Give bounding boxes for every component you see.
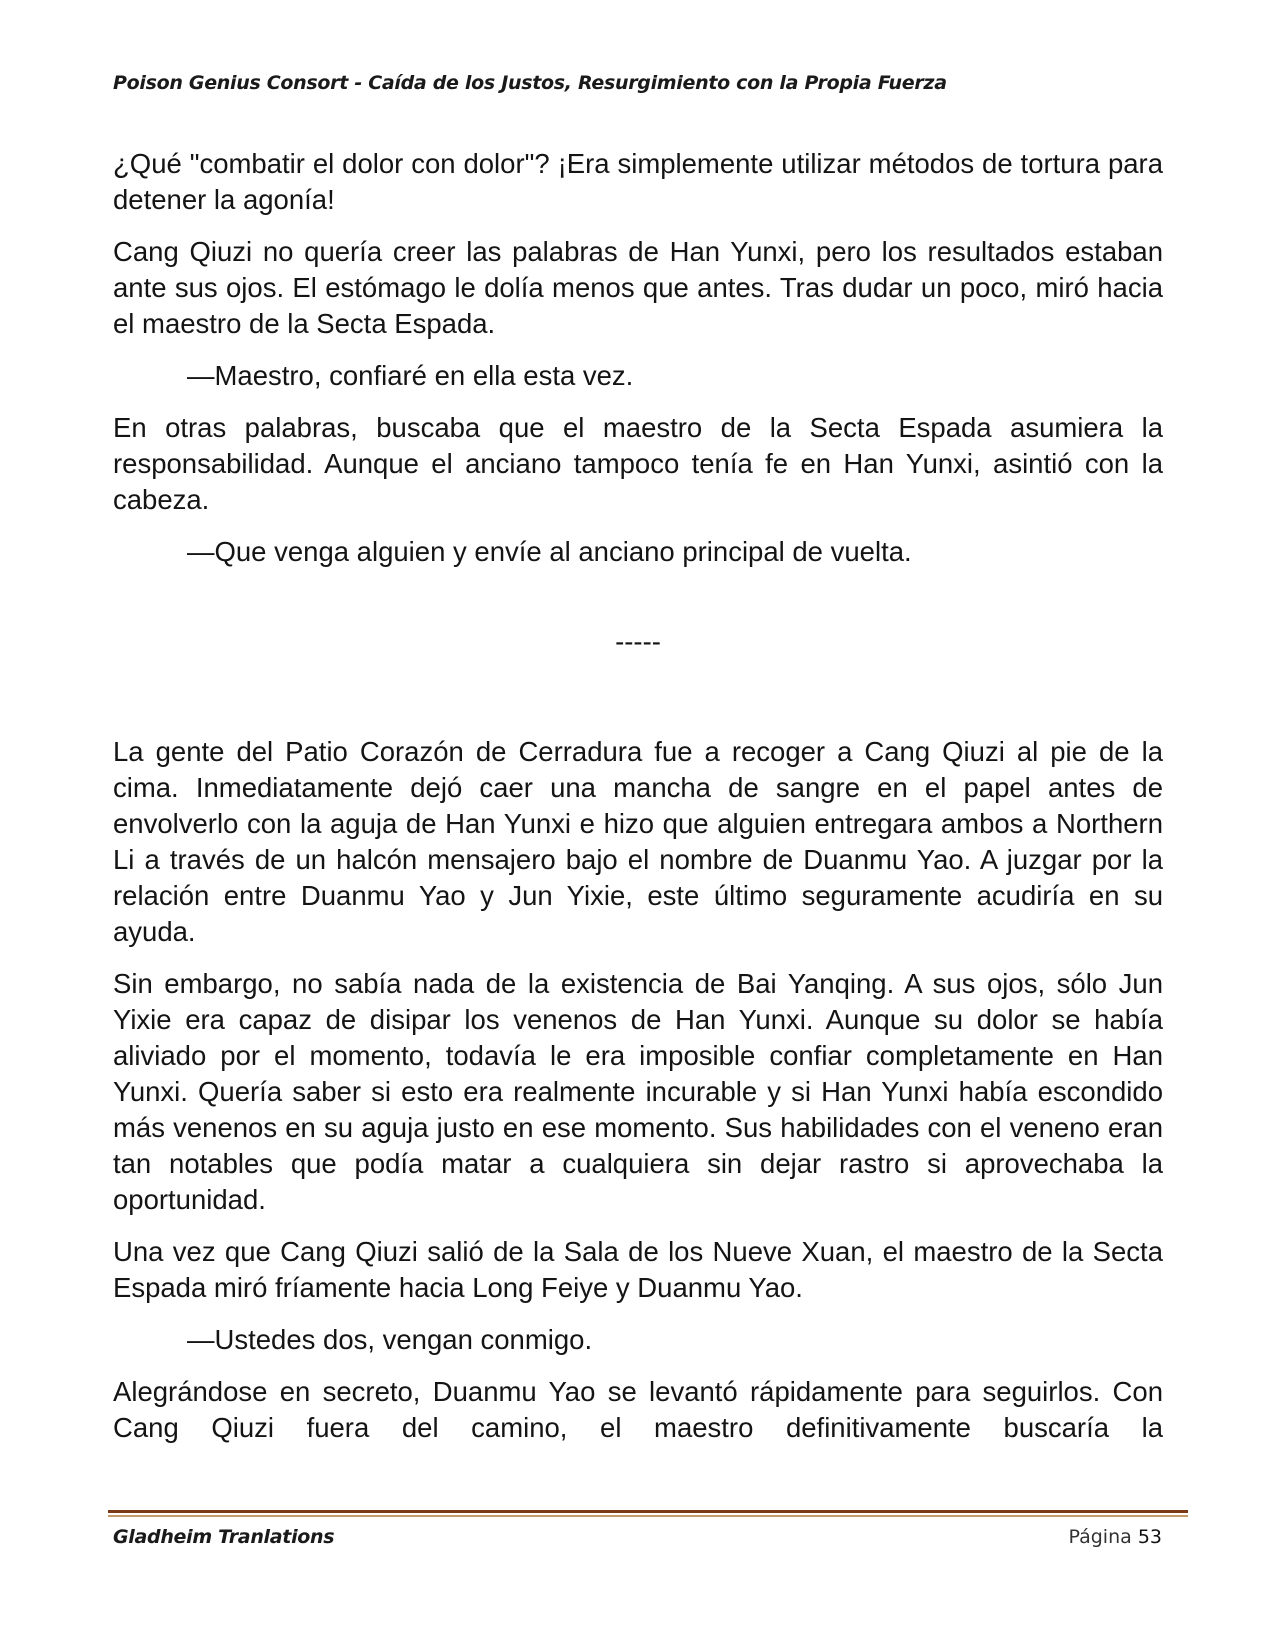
footer-rule-dark <box>108 1510 1188 1513</box>
page-number-block <box>1068 1526 1162 1548</box>
paragraph-1: ¿Qué "combatir el dolor con dolor"? ¡Era simplemente utilizar métodos de tortura para detener la agonía! <box>113 148 1163 215</box>
dialogue-2: —Que venga alguien y envíe al anciano principal de vuelta. <box>187 536 912 567</box>
dialogue-1: —Maestro, confiaré en ella esta vez. <box>187 360 634 391</box>
footer-publisher: Gladheim Tranlations <box>113 1526 335 1548</box>
paragraph-2: Cang Qiuzi no quería creer las palabras de Han Yunxi, pero los resultados estaban ante sus ojos. El estómago le dolía menos que antes. Tras dudar un poco, miró hacia el maestro de la Secta Espada. <box>113 236 1163 339</box>
dialogue-3: —Ustedes dos, vengan conmigo. <box>187 1324 593 1355</box>
paragraph-6: Una vez que Cang Qiuzi salió de la Sala de los Nueve Xuan, el maestro de la Secta Espada miró fríamente hacia Long Feiye y Duanmu Yao. <box>113 1236 1163 1303</box>
scene-separator: ----- <box>615 626 661 657</box>
section-gap <box>113 660 1163 734</box>
running-header: Poison Genius Consort - Caída de los Justos, Resurgimiento con la Propia Fuerza <box>113 72 947 94</box>
paragraph-4: La gente del Patio Corazón de Cerradura fue a recoger a Cang Qiuzi al pie de la cima. Inmediatamente dejó caer una mancha de sangre en el papel antes de envolverlo con la aguja de Han Yunxi e hizo que alguien entregara ambos a Northern Li a través de un halcón mensajero bajo el nombre de Duanmu Yao. A juzgar por la relación entre Duanmu Yao y Jun Yixie, este último seguramente acudiría en su ayuda. <box>113 736 1163 947</box>
page-body <box>113 146 1163 1462</box>
page-number: 53 <box>1137 1526 1162 1548</box>
paragraph-7: Alegrándose en secreto, Duanmu Yao se levantó rápidamente para seguirlos. Con Cang Qiuzi fuera del camino, el maestro definitivamente buscaría la <box>113 1376 1163 1443</box>
page-label: Página <box>1068 1526 1132 1548</box>
footer-rule <box>108 1510 1188 1518</box>
paragraph-5: Sin embargo, no sabía nada de la existencia de Bai Yanqing. A sus ojos, sólo Jun Yixie era capaz de disipar los venenos de Han Yunxi. Aunque su dolor se había aliviado por el momento, todavía le era imposible confiar completamente en Han Yunxi. Quería saber si esto era realmente incurable y si Han Yunxi había escondido más venenos en su aguja justo en ese momento. Sus habilidades con el veneno eran tan notables que podía matar a cualquiera sin dejar rastro si aprovechaba la oportunidad. <box>113 968 1163 1215</box>
paragraph-3: En otras palabras, buscaba que el maestro de la Secta Espada asumiera la responsabilidad. Aunque el anciano tampoco tenía fe en Han Yunxi, asintió con la cabeza. <box>113 412 1163 515</box>
footer-rule-light <box>108 1515 1188 1517</box>
